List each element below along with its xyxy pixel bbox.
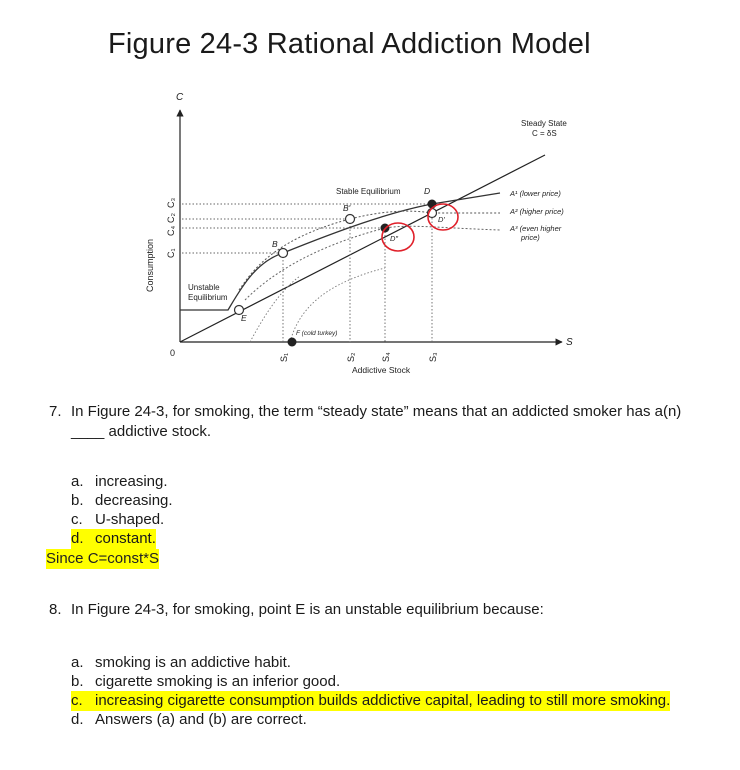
legend-a3-line1: A³ (even higher [510, 224, 562, 233]
q8-option-c-highlighted: c. increasing cigarette consumption builds addictive capital, leading to still more smoking. [71, 692, 671, 709]
q8-option-d: d. Answers (a) and (b) are correct. [71, 711, 307, 728]
q7-option-c: c. U-shaped. [71, 511, 165, 528]
point-d-label: D [424, 186, 431, 196]
y-axis-label: Consumption [145, 238, 155, 292]
q7-option-b: b. decreasing. [71, 492, 173, 509]
legend-a2: A² (higher price) [510, 207, 564, 216]
steady-state-equation: C = δS [532, 129, 557, 138]
point-b-prime-marker [346, 215, 355, 224]
question-8-number: 8. [49, 601, 62, 618]
q7-answer-note: Since C=const*S [46, 550, 159, 567]
x-axis-end-label: S [566, 337, 573, 348]
q7-option-d-highlighted: d. constant. [71, 530, 156, 547]
x-axis-label: Addictive Stock [352, 365, 411, 375]
x-tick-s1: S₁ [279, 352, 289, 362]
steady-state-label: Steady State [521, 119, 567, 128]
q8-option-a: a. smoking is an addictive habit. [71, 654, 291, 671]
point-e-label: E [241, 313, 247, 323]
y-tick-c2: C₂ [166, 213, 176, 223]
q7-option-a: a. increasing. [71, 473, 168, 490]
cold-turkey-label: F (cold turkey) [296, 330, 338, 337]
y-tick-c4: C₄ [166, 225, 176, 236]
legend-a1: A¹ (lower price) [510, 189, 561, 198]
curve-decay-left [250, 276, 300, 342]
y-tick-c1: C₁ [166, 248, 176, 258]
q8-option-b: b. cigarette smoking is an inferior good. [71, 673, 341, 690]
y-tick-c3: C₃ [166, 197, 176, 208]
x-tick-s3: S₃ [428, 352, 438, 362]
point-d-double-label: D″ [390, 234, 399, 243]
x-tick-s2: S₂ [346, 352, 356, 362]
x-tick-s4: S₄ [381, 352, 391, 362]
y-axis-top-label: C [176, 92, 184, 103]
point-f-marker [288, 338, 297, 347]
unstable-equilibrium-label-1: Unstable [188, 283, 220, 292]
question-7-number: 7. [49, 403, 62, 420]
question-7-text: In Figure 24-3, for smoking, the term “steady state” means that an addicted smoker has a(n) ____ addictive stock. [71, 403, 682, 440]
stable-equilibrium-label: Stable Equilibrium [336, 187, 401, 196]
origin-label: 0 [170, 348, 176, 358]
question-8-text: In Figure 24-3, for smoking, point E is an unstable equilibrium because: [71, 601, 544, 618]
steady-state-line [180, 155, 545, 342]
figure-title: Figure 24-3 Rational Addiction Model [108, 28, 591, 60]
curve-a1 [180, 193, 500, 310]
point-b-label: B [272, 239, 278, 249]
unstable-equilibrium-label-2: Equilibrium [188, 293, 228, 302]
curve-a2 [239, 211, 500, 290]
legend-a3-line2: price) [521, 233, 540, 242]
point-b-prime-label: B' [343, 203, 351, 213]
point-b-marker [279, 249, 288, 258]
point-d-prime-label: D' [438, 215, 445, 224]
